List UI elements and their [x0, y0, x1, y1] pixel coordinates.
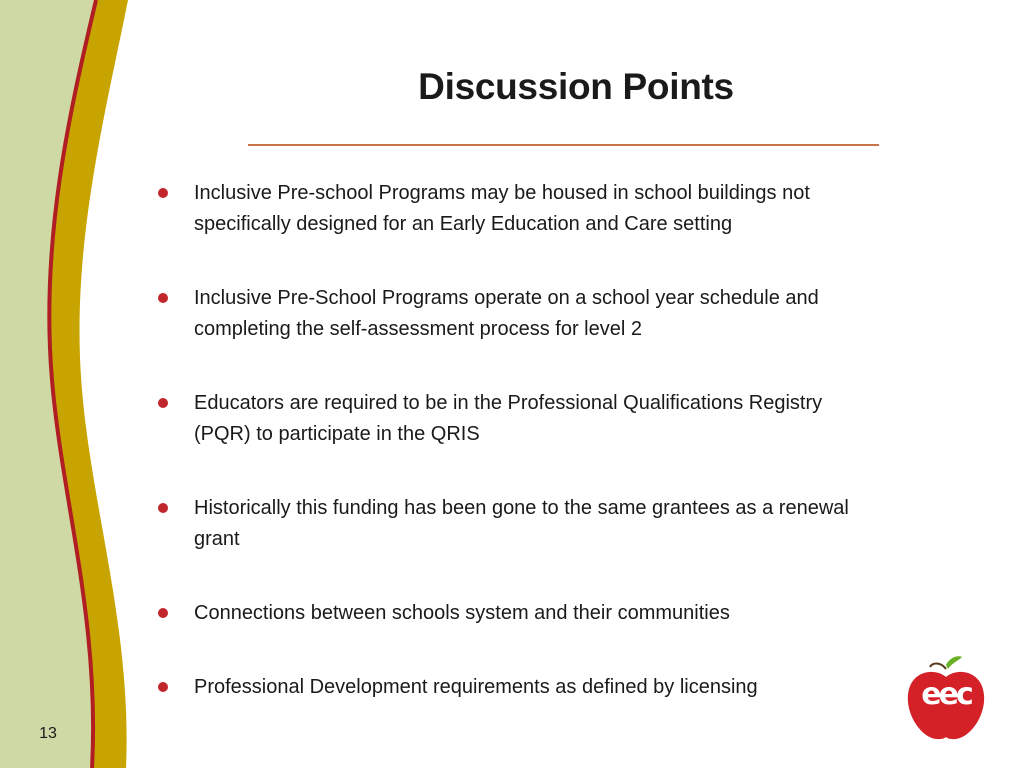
title-divider [248, 144, 879, 146]
bullet-text: Historically this funding has been gone to the same grantees as a renewal grant [194, 497, 849, 550]
bullet-text: Professional Development requirements as defined by licensing [194, 676, 758, 698]
bullet-item [160, 283, 880, 345]
bullet-text: Inclusive Pre-School Programs operate on a school year schedule and completing the self-assessment process for level 2 [194, 287, 819, 340]
bullet-text: Educators are required to be in the Professional Qualifications Registry (PQR) to participate in the QRIS [194, 392, 823, 445]
bullet-dot-icon [158, 398, 168, 408]
bullet-item [160, 493, 880, 555]
bullet-dot-icon [158, 608, 168, 618]
bullet-dot-icon [158, 503, 168, 513]
slide-title: Discussion Points [418, 66, 734, 107]
bullet-text: Connections between schools system and their communities [194, 602, 730, 624]
bullet-text: Inclusive Pre-school Programs may be housed in school buildings not specifically designed for an Early Education and Care setting [194, 182, 810, 235]
bullet-dot-icon [158, 188, 168, 198]
bullet-item [160, 598, 880, 629]
bullet-item [160, 672, 880, 703]
page-number: 13 [39, 725, 57, 742]
bullet-item [160, 388, 880, 450]
side-wave-decoration [0, 0, 140, 768]
eec-apple-logo [900, 655, 992, 747]
bullet-list [160, 178, 880, 746]
logo-wordmark: eec [921, 677, 971, 712]
bullet-dot-icon [158, 293, 168, 303]
bullet-dot-icon [158, 682, 168, 692]
bullet-item [160, 178, 880, 240]
